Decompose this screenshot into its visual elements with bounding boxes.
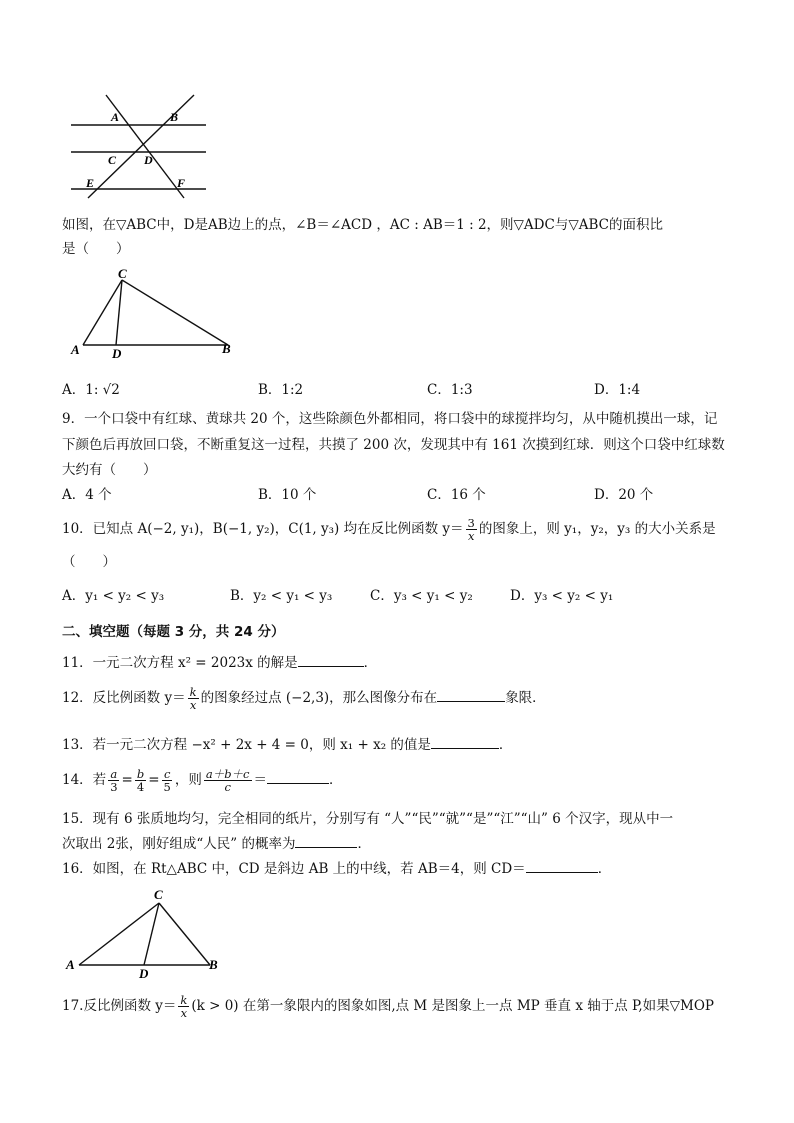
q16-fig-label-A: A <box>66 957 75 972</box>
q10-option-b: B．y₂ < y₁ < y₃ <box>230 588 333 604</box>
fig7-label-E: E <box>86 176 95 190</box>
q8-fig-label-A: A <box>71 342 80 357</box>
q8-option-a: A．1: √2 <box>62 382 120 398</box>
q9-option-b: B．10 个 <box>258 487 317 503</box>
fig7-label-F: F <box>177 176 186 190</box>
triangle-figure-q16 <box>62 885 232 980</box>
q10-fraction: $\frac{3}{x}$ <box>467 516 475 543</box>
q9-line3: 大约有（ ） <box>62 462 157 478</box>
q8-option-d: D．1:4 <box>594 382 641 398</box>
q10-text-a: 10．已知点 A(−2, y₁)，B(−1, y₂)，C(1, y₃) 均在反比例函数 y＝ <box>62 521 464 537</box>
q9-option-d: D．20 个 <box>594 487 654 503</box>
parallel-lines-figure <box>66 90 216 200</box>
q16-text: 16．如图，在 Rt△ABC 中，CD 是斜边 AB 上的中线，若 AB＝4，则 CD＝ <box>62 861 526 877</box>
q8-option-b: B．1:2 <box>258 382 304 398</box>
q12-answer-blank[interactable] <box>437 689 505 702</box>
q16-fig-label-B: B <box>209 957 218 972</box>
q13-text: 13．若一元二次方程 −x² + 2x + 4 = 0，则 x₁ + x₂ 的值是 <box>62 737 431 753</box>
q10-option-d: D．y₃ < y₂ < y₁ <box>510 588 614 604</box>
q13-answer-blank[interactable] <box>431 736 499 749</box>
q10-line2: （ ） <box>62 554 116 570</box>
q10-text-b: 的图象上，则 y₁，y₂，y₃ 的大小关系是 <box>478 521 716 537</box>
q9-line2: 下颜色后再放回口袋，不断重复这一过程，共摸了 200 次，发现其中有 161 次摸到红球．则这个口袋中红球数 <box>62 437 725 453</box>
q8-fig-label-B: B <box>222 341 231 356</box>
q10-line1 <box>62 517 716 542</box>
q15-line2: 次取出 2张，刚好组成“人民” 的概率为 ． <box>62 836 371 852</box>
q8-text-line2: 是（ ） <box>62 241 130 257</box>
q16-fig-label-D: D <box>139 966 149 980</box>
section-title: 二、填空题（每题 3 分，共 24 分） <box>62 624 285 640</box>
q9-line1: 9．一个口袋中有红球、黄球共 20 个，这些除颜色外都相同，将口袋中的球搅拌均匀，从中随机摸出一球，记 <box>62 411 718 427</box>
fig7-label-A: A <box>111 110 120 124</box>
q16: 16．如图，在 Rt△ABC 中，CD 是斜边 AB 上的中线，若 AB＝4，则 CD＝ ． <box>62 861 612 877</box>
fig7-label-B: B <box>170 110 179 124</box>
q12: 12．反比例函数 y＝ $\frac{k}{x}$ 的图象经过点 (−2,3)，那么图像分布在 象限． <box>62 685 546 712</box>
q16-answer-blank[interactable] <box>526 860 598 873</box>
q12-text: 12．反比例函数 y＝ <box>62 690 186 706</box>
q14-answer-blank[interactable] <box>267 771 329 784</box>
q8-text-line1: 如图，在▽ABC中，D是AB边上的点，∠B＝∠ACD ，AC : AB＝1 : 2，则▽ADC与▽ABC的面积比 <box>62 217 663 233</box>
q13: 13．若一元二次方程 −x² + 2x + 4 = 0，则 x₁ + x₂ 的值是 ． <box>62 737 513 753</box>
q9-option-a: A．4 个 <box>62 487 112 503</box>
q10-option-a: A．y₁ < y₂ < y₃ <box>62 588 165 604</box>
q11: 11．一元二次方程 x² = 2023x 的解是 ． <box>62 655 378 671</box>
q8-fig-label-D: D <box>112 346 122 360</box>
q17-fraction: $\frac{k}{x}$ <box>180 993 188 1020</box>
q11-answer-blank[interactable] <box>298 654 364 667</box>
q14: 14．若 $\frac{a}{3}$ = $\frac{b}{4}$ = $\frac{c}{5}$ ，则 $\frac{a+b+c}{c}$ ＝ ． <box>62 767 343 794</box>
q16-fig-label-C: C <box>154 887 163 902</box>
q9-option-c: C．16 个 <box>427 487 486 503</box>
triangle-figure-q8 <box>68 265 243 360</box>
q17-text-b: (k > 0) 在第一象限内的图象如图,点 M 是图象上一点 MP 垂直 x 轴于点 P,如果▽MOP <box>191 998 715 1014</box>
fig7-label-C: C <box>108 153 117 167</box>
q11-text: 11．一元二次方程 x² = 2023x 的解是 <box>62 655 298 671</box>
q15-answer-blank[interactable] <box>295 835 357 848</box>
q17-text-a: 17.反比例函数 y＝ <box>62 998 177 1014</box>
q15-line1: 15．现有 6 张质地均匀，完全相同的纸片，分别写有 “人”“民”“就”“是”“江”“山” 6 个汉字，现从中一 <box>62 811 674 827</box>
q8-fig-label-C: C <box>118 266 127 281</box>
q12-fraction: $\frac{k}{x}$ <box>189 685 197 712</box>
q10-option-c: C．y₃ < y₁ < y₂ <box>370 588 473 604</box>
fig7-label-D: D <box>144 153 153 167</box>
q8-option-c: C．1:3 <box>427 382 473 398</box>
q17 <box>62 994 714 1019</box>
q14-text: 14．若 <box>62 772 107 788</box>
